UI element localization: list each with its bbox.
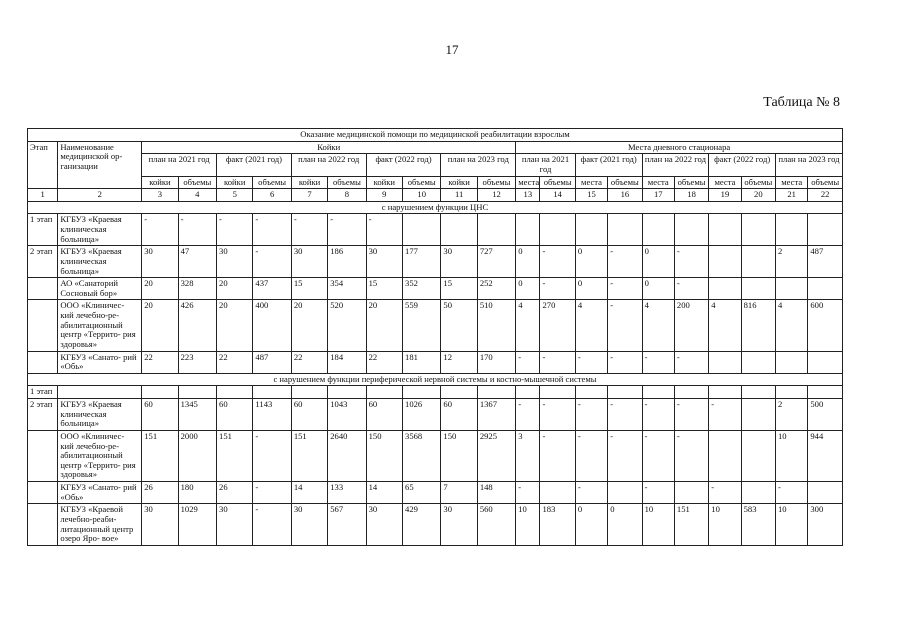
row-value — [642, 386, 674, 399]
header-org-name: Наименование медицинской ор- ганизации — [58, 141, 142, 189]
row-value: - — [642, 399, 674, 431]
row-value: - — [674, 246, 708, 278]
row-value: 30 — [217, 246, 253, 278]
row-value: - — [328, 214, 366, 246]
header-beds-period: план на 2021 год — [142, 154, 217, 176]
column-number: 5 — [217, 189, 253, 202]
section-title: с нарушением функции ЦНС — [28, 201, 843, 214]
header-beds-period: факт (2022 год) — [366, 154, 441, 176]
row-value: 151 — [217, 430, 253, 481]
table-row — [28, 246, 843, 278]
row-org-name — [58, 386, 142, 399]
header-volume-sub: объемы — [328, 176, 366, 189]
row-value: - — [608, 430, 642, 481]
row-value: 7 — [441, 482, 477, 504]
row-value: 4 — [516, 300, 540, 351]
row-value: 0 — [575, 278, 607, 300]
row-value: 3568 — [403, 430, 441, 481]
row-value: - — [776, 482, 808, 504]
row-value: - — [540, 246, 575, 278]
row-value — [178, 386, 216, 399]
column-number: 18 — [674, 189, 708, 202]
row-value: 3 — [516, 430, 540, 481]
row-stage: 2 этап — [28, 399, 58, 431]
row-value: 328 — [178, 278, 216, 300]
row-value: 10 — [642, 504, 674, 546]
row-value: - — [540, 278, 575, 300]
row-value: - — [642, 482, 674, 504]
column-number: 10 — [403, 189, 441, 202]
row-value: 354 — [328, 278, 366, 300]
row-value — [808, 214, 843, 246]
row-org-name: ООО «Клиничес- кий лечебно-ре- абилитационный центр «Террито- рия здоровья» — [58, 430, 142, 481]
row-value: 148 — [477, 482, 515, 504]
row-value: - — [516, 399, 540, 431]
row-value — [575, 214, 607, 246]
column-number: 9 — [366, 189, 402, 202]
row-value — [608, 214, 642, 246]
row-value: 15 — [291, 278, 327, 300]
row-value: 15 — [366, 278, 402, 300]
row-org-name: АО «Санаторий Сосновый бор» — [58, 278, 142, 300]
row-value: - — [709, 399, 741, 431]
row-org-name: КГБУЗ «Краевая клиническая больница» — [58, 399, 142, 431]
row-value: 4 — [709, 300, 741, 351]
column-number: 13 — [516, 189, 540, 202]
row-value: 816 — [741, 300, 775, 351]
row-org-name: ООО «Клиничес- кий лечебно-ре- абилитационный центр «Террито- рия здоровья» — [58, 300, 142, 351]
row-value: - — [575, 399, 607, 431]
row-value: 559 — [403, 300, 441, 351]
row-value: 181 — [403, 351, 441, 373]
header-day-period: факт (2021 год) — [575, 154, 642, 176]
row-value — [776, 214, 808, 246]
table-row — [28, 504, 843, 546]
row-value: 151 — [674, 504, 708, 546]
table-row — [28, 300, 843, 351]
row-value: - — [709, 482, 741, 504]
row-value: 22 — [142, 351, 178, 373]
row-value — [674, 386, 708, 399]
row-value — [291, 386, 327, 399]
column-number: 17 — [642, 189, 674, 202]
row-value: - — [674, 399, 708, 431]
row-value: 437 — [253, 278, 291, 300]
header-beds-sub: койки — [142, 176, 178, 189]
column-number: 20 — [741, 189, 775, 202]
row-value: - — [608, 399, 642, 431]
row-value: 184 — [328, 351, 366, 373]
column-number: 12 — [477, 189, 515, 202]
row-value: - — [540, 399, 575, 431]
row-value: 1143 — [253, 399, 291, 431]
row-value — [608, 482, 642, 504]
row-value: 30 — [142, 246, 178, 278]
row-stage — [28, 278, 58, 300]
row-value: 0 — [516, 246, 540, 278]
row-value — [575, 386, 607, 399]
table-label: Таблица № 8 — [763, 95, 840, 110]
row-value: 65 — [403, 482, 441, 504]
row-value: 4 — [642, 300, 674, 351]
header-volume-sub: объемы — [178, 176, 216, 189]
row-value — [253, 386, 291, 399]
row-stage — [28, 504, 58, 546]
row-value — [217, 386, 253, 399]
row-value: 426 — [178, 300, 216, 351]
row-value — [709, 351, 741, 373]
row-value: 0 — [642, 246, 674, 278]
header-day-period: план на 2021 год — [516, 154, 576, 176]
table-row — [28, 386, 843, 399]
column-number: 21 — [776, 189, 808, 202]
row-value: - — [516, 482, 540, 504]
row-value — [709, 386, 741, 399]
row-org-name: КГБУЗ «Краевая клиническая больница» — [58, 246, 142, 278]
row-value — [608, 386, 642, 399]
header-day-period: факт (2022 год) — [709, 154, 776, 176]
row-value: 60 — [291, 399, 327, 431]
row-value: 30 — [217, 504, 253, 546]
row-value — [741, 278, 775, 300]
row-value: - — [291, 214, 327, 246]
row-value — [441, 214, 477, 246]
row-value — [808, 386, 843, 399]
row-value: 0 — [575, 246, 607, 278]
row-value: 10 — [516, 504, 540, 546]
row-value: 20 — [142, 278, 178, 300]
row-value: - — [674, 351, 708, 373]
table-row — [28, 482, 843, 504]
row-stage: 1 этап — [28, 214, 58, 246]
header-places-sub: места — [642, 176, 674, 189]
rehab-table — [27, 128, 843, 546]
row-value: 14 — [291, 482, 327, 504]
row-value: 560 — [477, 504, 515, 546]
row-value: 177 — [403, 246, 441, 278]
row-stage — [28, 300, 58, 351]
header-volume-sub: объемы — [540, 176, 575, 189]
row-value: 520 — [328, 300, 366, 351]
row-value: 10 — [776, 504, 808, 546]
row-value: 10 — [709, 504, 741, 546]
row-value: 151 — [142, 430, 178, 481]
row-value: 600 — [808, 300, 843, 351]
row-value: 30 — [366, 246, 402, 278]
row-value — [674, 214, 708, 246]
row-value: 223 — [178, 351, 216, 373]
row-value: - — [608, 278, 642, 300]
row-value — [540, 482, 575, 504]
row-value: 180 — [178, 482, 216, 504]
row-value — [741, 214, 775, 246]
row-value: - — [608, 300, 642, 351]
header-beds-period: факт (2021 год) — [217, 154, 292, 176]
row-value: 487 — [253, 351, 291, 373]
row-stage — [28, 351, 58, 373]
row-value: 2000 — [178, 430, 216, 481]
row-value: 2 — [776, 399, 808, 431]
row-value — [441, 386, 477, 399]
row-value: 150 — [441, 430, 477, 481]
row-stage — [28, 430, 58, 481]
header-volume-sub: объемы — [403, 176, 441, 189]
row-value — [142, 386, 178, 399]
row-value: 270 — [540, 300, 575, 351]
row-value: 133 — [328, 482, 366, 504]
column-number: 1 — [28, 189, 58, 202]
row-value — [403, 214, 441, 246]
header-beds-period: план на 2022 год — [291, 154, 366, 176]
row-value — [328, 386, 366, 399]
row-value — [516, 386, 540, 399]
row-value: 0 — [608, 504, 642, 546]
row-value: 15 — [441, 278, 477, 300]
row-value: 583 — [741, 504, 775, 546]
header-beds-sub: койки — [217, 176, 253, 189]
row-value: 20 — [291, 300, 327, 351]
row-value: 183 — [540, 504, 575, 546]
row-value — [709, 246, 741, 278]
row-value — [741, 351, 775, 373]
column-number: 4 — [178, 189, 216, 202]
column-number: 19 — [709, 189, 741, 202]
row-value: 20 — [142, 300, 178, 351]
row-value — [477, 214, 515, 246]
row-value: 2640 — [328, 430, 366, 481]
row-value: - — [178, 214, 216, 246]
row-value: - — [575, 482, 607, 504]
row-value: 170 — [477, 351, 515, 373]
row-value: - — [575, 430, 607, 481]
row-value: 22 — [291, 351, 327, 373]
row-value — [674, 482, 708, 504]
row-value — [709, 430, 741, 481]
header-volume-sub: объемы — [253, 176, 291, 189]
row-value: 2925 — [477, 430, 515, 481]
row-value: 487 — [808, 246, 843, 278]
row-value — [808, 351, 843, 373]
header-places-sub: места — [516, 176, 540, 189]
row-value — [366, 386, 402, 399]
row-value: - — [540, 351, 575, 373]
column-number: 3 — [142, 189, 178, 202]
row-value: 200 — [674, 300, 708, 351]
header-volume-sub: объемы — [477, 176, 515, 189]
row-value: 20 — [366, 300, 402, 351]
row-value: 10 — [776, 430, 808, 481]
row-value: 26 — [217, 482, 253, 504]
row-value: 300 — [808, 504, 843, 546]
row-value: 12 — [441, 351, 477, 373]
row-value: 1367 — [477, 399, 515, 431]
row-value: - — [253, 246, 291, 278]
row-value: - — [516, 351, 540, 373]
row-value: - — [217, 214, 253, 246]
row-value — [741, 482, 775, 504]
row-value — [477, 386, 515, 399]
column-number: 7 — [291, 189, 327, 202]
row-value — [709, 278, 741, 300]
row-value: 22 — [366, 351, 402, 373]
row-value — [741, 246, 775, 278]
row-value: 26 — [142, 482, 178, 504]
row-stage: 1 этап — [28, 386, 58, 399]
row-value: 60 — [441, 399, 477, 431]
row-value — [403, 386, 441, 399]
row-value: 1026 — [403, 399, 441, 431]
row-value — [741, 430, 775, 481]
row-value: - — [608, 351, 642, 373]
row-org-name: КГБУЗ «Краевой лечебно-реаби- литационный центр озеро Яро- вое» — [58, 504, 142, 546]
header-stage: Этап — [28, 141, 58, 189]
header-beds: Койки — [142, 141, 516, 154]
header-day-period: план на 2022 год — [642, 154, 709, 176]
row-value: 60 — [142, 399, 178, 431]
table-title: Оказание медицинской помощи по медицинской реабилитации взрослым — [28, 129, 843, 142]
row-value — [808, 278, 843, 300]
row-org-name: КГБУЗ «Санато- рий «Обь» — [58, 351, 142, 373]
section-title: с нарушением функции периферической нервной системы и костно-мышечной системы — [28, 373, 843, 386]
row-value: - — [540, 430, 575, 481]
column-number: 16 — [608, 189, 642, 202]
row-value: 47 — [178, 246, 216, 278]
row-value: - — [608, 246, 642, 278]
row-value — [516, 214, 540, 246]
column-number: 14 — [540, 189, 575, 202]
column-number: 8 — [328, 189, 366, 202]
header-volume-sub: объемы — [741, 176, 775, 189]
row-value: - — [253, 482, 291, 504]
row-value: 30 — [291, 504, 327, 546]
row-value: 944 — [808, 430, 843, 481]
header-places-sub: места — [709, 176, 741, 189]
row-value: 60 — [217, 399, 253, 431]
table-row — [28, 278, 843, 300]
row-value: - — [253, 430, 291, 481]
row-value: - — [253, 504, 291, 546]
row-value: 22 — [217, 351, 253, 373]
row-stage — [28, 482, 58, 504]
row-value: 14 — [366, 482, 402, 504]
row-value — [808, 482, 843, 504]
row-value: 567 — [328, 504, 366, 546]
header-places-sub: места — [575, 176, 607, 189]
row-value: - — [674, 278, 708, 300]
header-places-sub: места — [776, 176, 808, 189]
header-volume-sub: объемы — [608, 176, 642, 189]
row-value: - — [253, 214, 291, 246]
row-value — [741, 399, 775, 431]
row-org-name: КГБУЗ «Санато- рий «Обь» — [58, 482, 142, 504]
row-value: - — [642, 430, 674, 481]
row-value: 186 — [328, 246, 366, 278]
row-value: 4 — [575, 300, 607, 351]
header-beds-sub: койки — [441, 176, 477, 189]
column-number: 15 — [575, 189, 607, 202]
row-org-name: КГБУЗ «Краевая клиническая больница» — [58, 214, 142, 246]
row-value — [776, 386, 808, 399]
row-value: 0 — [575, 504, 607, 546]
header-beds-sub: койки — [366, 176, 402, 189]
row-value: 1043 — [328, 399, 366, 431]
row-value — [540, 214, 575, 246]
row-value: 30 — [142, 504, 178, 546]
column-number: 2 — [58, 189, 142, 202]
header-beds-sub: койки — [291, 176, 327, 189]
row-value: 0 — [642, 278, 674, 300]
row-value: 2 — [776, 246, 808, 278]
row-value: - — [575, 351, 607, 373]
table-row — [28, 351, 843, 373]
row-value — [709, 214, 741, 246]
row-value: 30 — [291, 246, 327, 278]
row-value — [642, 214, 674, 246]
row-value: 1345 — [178, 399, 216, 431]
row-value: 500 — [808, 399, 843, 431]
row-value: 0 — [516, 278, 540, 300]
header-volume-sub: объемы — [674, 176, 708, 189]
row-value: - — [642, 351, 674, 373]
row-value: 151 — [291, 430, 327, 481]
row-value: 1029 — [178, 504, 216, 546]
row-value — [741, 386, 775, 399]
row-value: 30 — [366, 504, 402, 546]
table-row — [28, 214, 843, 246]
column-number: 6 — [253, 189, 291, 202]
header-day-period: план на 2023 год — [776, 154, 843, 176]
row-value: 429 — [403, 504, 441, 546]
page-number: 17 — [445, 42, 459, 57]
row-value: 20 — [217, 300, 253, 351]
column-number: 22 — [808, 189, 843, 202]
row-value: 50 — [441, 300, 477, 351]
table-row — [28, 430, 843, 481]
row-value: 150 — [366, 430, 402, 481]
column-number: 11 — [441, 189, 477, 202]
header-volume-sub: объемы — [808, 176, 843, 189]
row-value: 510 — [477, 300, 515, 351]
header-day-places: Места дневного стационара — [516, 141, 843, 154]
row-value: 20 — [217, 278, 253, 300]
table-row — [28, 399, 843, 431]
row-value: - — [366, 214, 402, 246]
row-value — [776, 351, 808, 373]
row-value: 30 — [441, 246, 477, 278]
row-value — [540, 386, 575, 399]
row-value: 400 — [253, 300, 291, 351]
row-value: - — [674, 430, 708, 481]
row-value: 30 — [441, 504, 477, 546]
row-stage: 2 этап — [28, 246, 58, 278]
row-value: 60 — [366, 399, 402, 431]
row-value: - — [142, 214, 178, 246]
header-beds-period: план на 2023 год — [441, 154, 516, 176]
row-value — [776, 278, 808, 300]
row-value: 4 — [776, 300, 808, 351]
row-value: 352 — [403, 278, 441, 300]
row-value: 252 — [477, 278, 515, 300]
row-value: 727 — [477, 246, 515, 278]
